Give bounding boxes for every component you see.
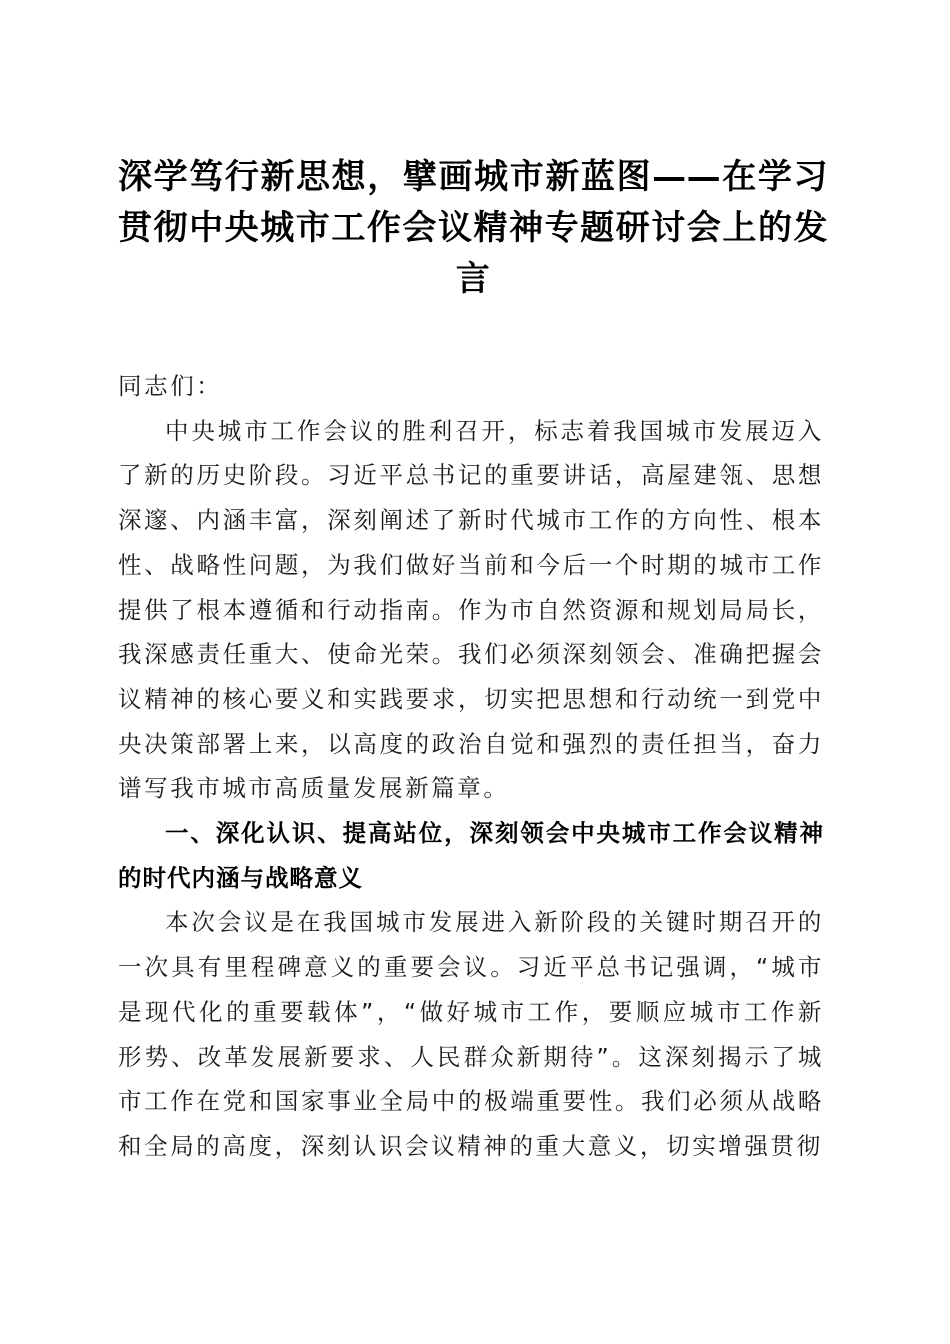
section-heading: 一、深化认识、提高站位，深刻领会中央城市工作会议精神的时代内涵与战略意义 [118, 819, 824, 892]
salutation: 同志们： [118, 372, 223, 400]
intro-paragraph: 中央城市工作会议的胜利召开，标志着我国城市发展迈入了新的历史阶段。习近平总书记的重要讲话，高屋建瓴、思想深邃、内涵丰富，深刻阐述了新时代城市工作的方向性、根本性、战略性问题，为我们做好当前和今后一个时期的城市工作提供了根本遵循和行动指南。作为市自然资源和规划局局长，我深感责任重大、使命光荣。我们必须深刻领会、准确把握会议精神的核心要义和实践要求，切实把思想和行动统一到党中央决策部署上来，以高度的政治自觉和强烈的责任担当，奋力谱写我市城市高质量发展新篇章。 [118, 416, 824, 803]
document-body [118, 364, 824, 1169]
section-paragraph: 本次会议是在我国城市发展进入新阶段的关键时期召开的一次具有里程碑意义的重要会议。习近平总书记强调，“城市是现代化的重要载体”，“做好城市工作，要顺应城市工作新形势、改革发展新要求、人民群众新期待”。这深刻揭示了城市工作在党和国家事业全局中的极端重要性。我们必须从战略和全局的高度，深刻认识会议精神的重大意义，切实增强贯彻 [118, 908, 824, 1160]
document-title: 深学笃行新思想，擘画城市新蓝图——在学习贯彻中央城市工作会议精神专题研讨会上的发言 [118, 157, 828, 299]
